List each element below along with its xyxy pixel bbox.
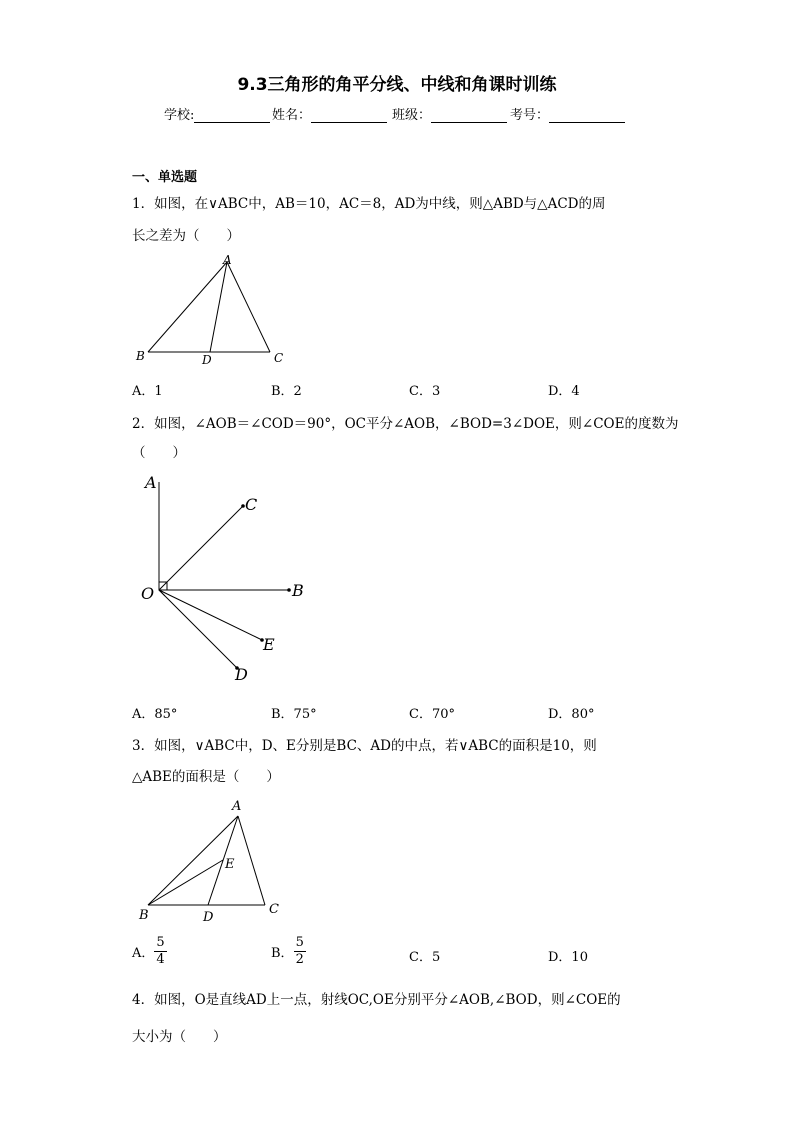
- name-label: 姓名：: [272, 104, 387, 123]
- q1-label-c: C: [274, 351, 284, 365]
- q1-option-d[interactable]: D．4: [548, 384, 580, 399]
- q1-text-line2: 长之差为（ ）: [132, 228, 240, 244]
- q3-option-d[interactable]: D．10: [548, 950, 588, 965]
- q2-label-o: O: [141, 584, 155, 603]
- q2-option-a[interactable]: A．85°: [132, 707, 178, 722]
- q3-label-e: E: [225, 857, 235, 872]
- q3-label-a: A: [232, 799, 242, 814]
- q3-option-b-denominator: 2: [295, 952, 304, 967]
- name-blank[interactable]: [311, 109, 387, 123]
- q1-option-c[interactable]: C．3: [409, 384, 441, 399]
- q3-option-c[interactable]: C．5: [409, 950, 441, 965]
- q3-figure: [135, 793, 295, 928]
- q2-option-b[interactable]: B．75°: [271, 707, 317, 722]
- class-label: 班级：: [392, 104, 507, 123]
- q1-label-b: B: [136, 349, 145, 363]
- q3-option-a[interactable]: A． $\frac{5}{4}$: [132, 935, 165, 967]
- q3-label-b: B: [139, 908, 149, 923]
- q2-label-b: B: [292, 581, 304, 600]
- page-title: 9.3三角形的角平分线、中线和角课时训练: [237, 75, 557, 95]
- q2-figure: [135, 470, 335, 690]
- q3-label-d: D: [203, 910, 214, 925]
- q3-option-b-numerator: 5: [295, 935, 304, 950]
- q2-option-d[interactable]: D．80°: [548, 707, 595, 722]
- q1-label-d: D: [202, 353, 212, 367]
- q3-option-a-numerator: 5: [156, 935, 165, 950]
- q1-label-a: A: [223, 253, 232, 267]
- q3-option-a-denominator: 4: [156, 952, 165, 967]
- q2-label-d: D: [235, 665, 248, 684]
- number-label: 考号：: [510, 104, 625, 123]
- q3-text-line2: △ABE的面积是（ ）: [132, 769, 280, 785]
- section-heading: 一、单选题: [132, 170, 198, 185]
- q3-text-line1: 3．如图，∨ABC中，D、E分别是BC、AD的中点，若∨ABC的面积是10，则: [132, 738, 597, 754]
- q4-text-line2: 大小为（ ）: [132, 1029, 227, 1045]
- q2-label-e: E: [263, 635, 275, 654]
- q2-label-a: A: [145, 473, 157, 492]
- q2-option-c[interactable]: C．70°: [409, 707, 455, 722]
- number-blank[interactable]: [549, 109, 625, 123]
- school-blank[interactable]: [194, 109, 270, 123]
- q1-option-a[interactable]: A．1: [132, 384, 163, 399]
- q3-label-c: C: [269, 902, 279, 917]
- q2-label-c: C: [245, 495, 258, 514]
- q4-text-line1: 4．如图，O是直线AD上一点，射线OC,OE分别平分∠AOB,∠BOD，则∠COE的: [132, 992, 621, 1008]
- q1-text-line1: 1．如图，在∨ABC中，AB＝10，AC＝8，AD为中线，则△ABD与△ACD的周: [132, 196, 606, 212]
- class-blank[interactable]: [431, 109, 507, 123]
- q1-figure: [130, 250, 290, 370]
- q3-option-b[interactable]: B． $\frac{5}{2}$: [271, 935, 304, 967]
- q2-text-line1: 2．如图，∠AOB＝∠COD＝90°，OC平分∠AOB，∠BOD=3∠DOE，则∠COE的度数为: [132, 416, 679, 432]
- q1-option-b[interactable]: B．2: [271, 384, 302, 399]
- q2-text-line2: （ ）: [132, 445, 186, 461]
- school-label: 学校:: [164, 104, 270, 123]
